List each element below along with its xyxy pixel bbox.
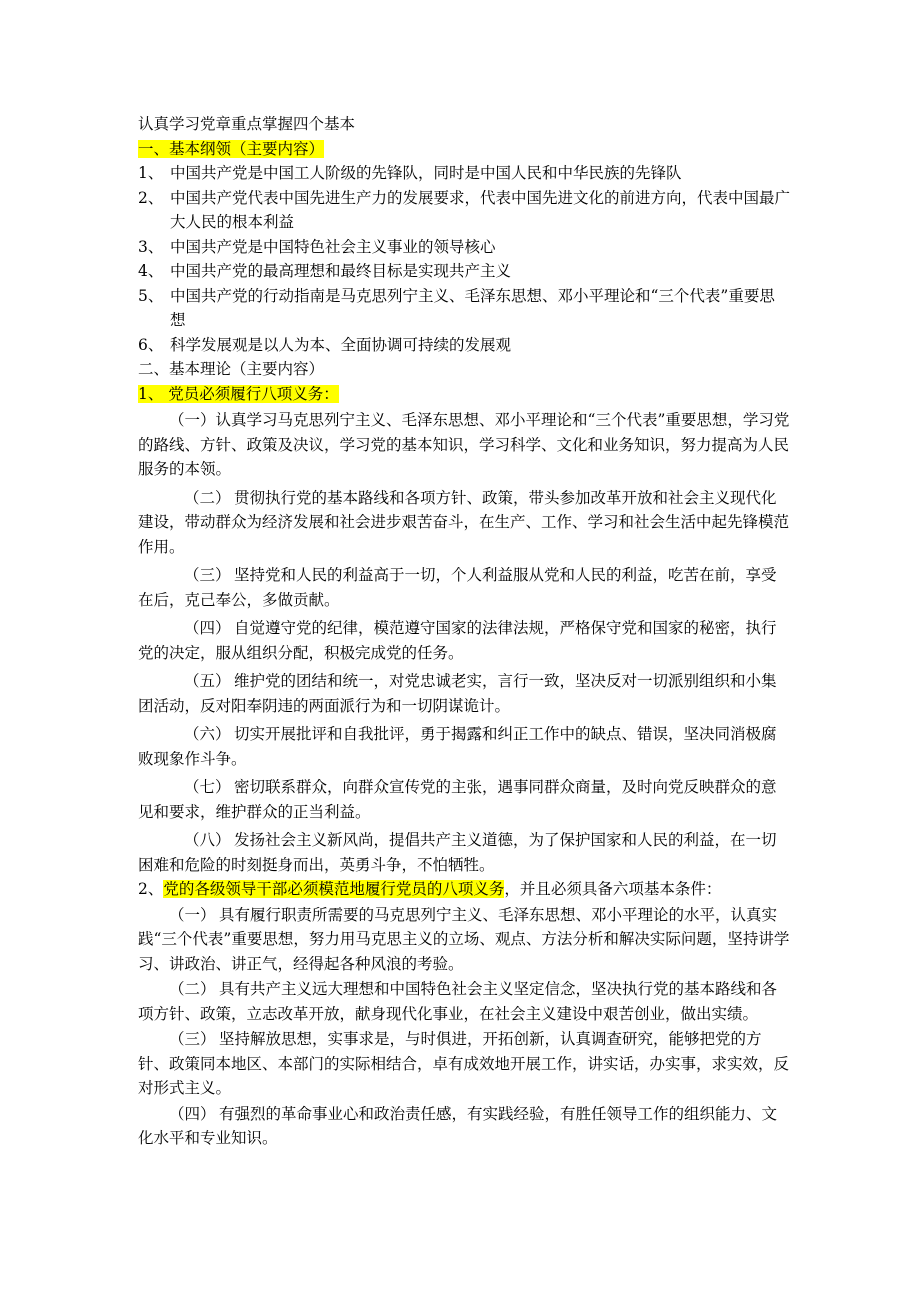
item-text: 中国共产党是中国工人阶级的先锋队，同时是中国人民和中华民族的先锋队 (170, 164, 682, 182)
duty-number: （二） (184, 488, 231, 507)
duty-paragraph (138, 722, 790, 771)
sub2-number: 2、 (138, 880, 164, 898)
duty-number: （六） (184, 725, 231, 743)
duty-paragraph (138, 828, 790, 877)
duty-number: （八） (184, 831, 231, 849)
duty-text: 自觉遵守党的纪律，模范遵守国家的法律法规，严格保守党和国家的秘密，执行党的决定，服从组织分配，积极完成党的任务。 (138, 619, 777, 662)
duty-paragraph (138, 563, 790, 612)
duty-text: 维护党的团结和统一，对党忠诚老实，言行一致，坚决反对一切派别组织和小集团活动，反对阳奉阴违的两面派行为和一切阴谋诡计。 (138, 672, 777, 715)
list-item (138, 259, 790, 284)
duty-number: （四） (184, 619, 231, 637)
section2-heading: 二、基本理论（主要内容） (138, 360, 325, 378)
sub1-heading-text: 1、 党员必须履行八项义务： (138, 384, 339, 403)
document-body (138, 112, 790, 1151)
sub2-heading-highlight: 党的各级领导干部必须模范地履行党员的八项义务 (163, 880, 505, 898)
item-number: 1、 (138, 164, 164, 182)
duty-number: （五） (184, 672, 231, 690)
condition-paragraph (138, 977, 790, 1026)
condition-text: 有强烈的革命事业心和政治责任感，有实践经验，有胜任领导工作的组织能力、文化水平和专业知识。 (138, 1104, 778, 1147)
condition-text: 具有共产主义远大理想和中国特色社会主义坚定信念，坚决执行党的基本路线和各项方针、政策，立志改革开放，献身现代化事业，在社会主义建设中艰苦创业，做出实绩。 (138, 980, 778, 1023)
duty-text: 认真学习马克思列宁主义、毛泽东思想、邓小平理论和“三个代表”重要思想，学习党的路线、方针、政策及决议，学习党的基本知识，学习科学、文化和业务知识，努力提高为人民服务的本领。 (138, 411, 790, 478)
condition-paragraph (138, 1102, 790, 1151)
list-item (138, 333, 790, 358)
condition-number: （一） (169, 905, 216, 924)
item-number: 3、 (138, 237, 164, 256)
item-text: 中国共产党的行动指南是马克思列宁主义、毛泽东思想、邓小平理论和“三个代表”重要思想 (170, 286, 775, 329)
duty-number: （一） (169, 411, 216, 429)
sub2-heading-rest: ，并且必须具备六项基本条件： (504, 880, 722, 898)
item-number: 2、 (138, 188, 164, 207)
list-item (138, 186, 790, 235)
duty-number: （三） (184, 566, 231, 584)
duty-text: 坚持党和人民的利益高于一切，个人利益服从党和人民的利益，吃苦在前，享受在后，克己奉公，多做贡献。 (138, 566, 777, 609)
item-text: 中国共产党的最高理想和最终目标是实现共产主义 (170, 262, 512, 280)
condition-text: 坚持解放思想，实事求是，与时俱进，开拓创新，认真调查研究，能够把党的方针、政策同本地区、本部门的实际相结合，卓有成效地开展工作，讲实话，办实事，求实效，反对形式主义。 (138, 1030, 790, 1097)
condition-paragraph (138, 1027, 790, 1101)
duty-paragraph (138, 486, 790, 560)
document-title: 认真学习党章重点掌握四个基本 (138, 115, 356, 133)
duty-number: （七） (184, 778, 231, 796)
duty-paragraph (138, 408, 790, 482)
duty-text: 贯彻执行党的基本路线和各项方针、政策，带头参加改革开放和社会主义现代化建设，带动群众为经济发展和社会进步艰苦奋斗，在生产、工作、学习和社会生活中起先锋模范作用。 (138, 488, 790, 556)
section1-heading (138, 137, 790, 162)
list-item (138, 235, 790, 260)
sub2-heading (138, 877, 790, 902)
sub1-heading (138, 382, 790, 407)
condition-number: （三） (169, 1030, 216, 1048)
item-number: 6、 (138, 335, 164, 354)
item-number: 5、 (138, 286, 164, 305)
item-text: 科学发展观是以人为本、全面协调可持续的发展观 (170, 335, 512, 354)
list-item (138, 284, 790, 333)
duty-text: 密切联系群众，向群众宣传党的主张，遇事同群众商量，及时向党反映群众的意见和要求，维护群众的正当利益。 (138, 778, 777, 821)
condition-text: 具有履行职责所需要的马克思列宁主义、毛泽东思想、邓小平理论的水平，认真实践“三个代表”重要思想，努力用马克思主义的立场、观点、方法分析和解决实际问题，坚持讲学习、讲政治、讲正气，经得起各种风浪的考验。 (138, 905, 790, 973)
section1-heading-text: 一、基本纲领（主要内容） (138, 139, 325, 158)
condition-number: （四） (169, 1104, 216, 1123)
item-text: 中国共产党是中国特色社会主义事业的领导核心 (170, 237, 496, 256)
duty-text: 发扬社会主义新风尚，提倡共产主义道德，为了保护国家和人民的利益，在一切困难和危险的时刻挺身而出，英勇斗争，不怕牺牲。 (138, 831, 777, 874)
duty-paragraph (138, 775, 790, 824)
duty-paragraph (138, 616, 790, 665)
duty-paragraph (138, 669, 790, 718)
item-text: 中国共产党代表中国先进生产力的发展要求，代表中国先进文化的前进方向，代表中国最广大人民的根本利益 (170, 188, 791, 231)
condition-paragraph (138, 903, 790, 977)
duty-text: 切实开展批评和自我批评，勇于揭露和纠正工作中的缺点、错误，坚决同消极腐败现象作斗争。 (138, 725, 777, 768)
condition-number: （二） (169, 980, 216, 998)
list-item (138, 161, 790, 186)
item-number: 4、 (138, 262, 164, 280)
